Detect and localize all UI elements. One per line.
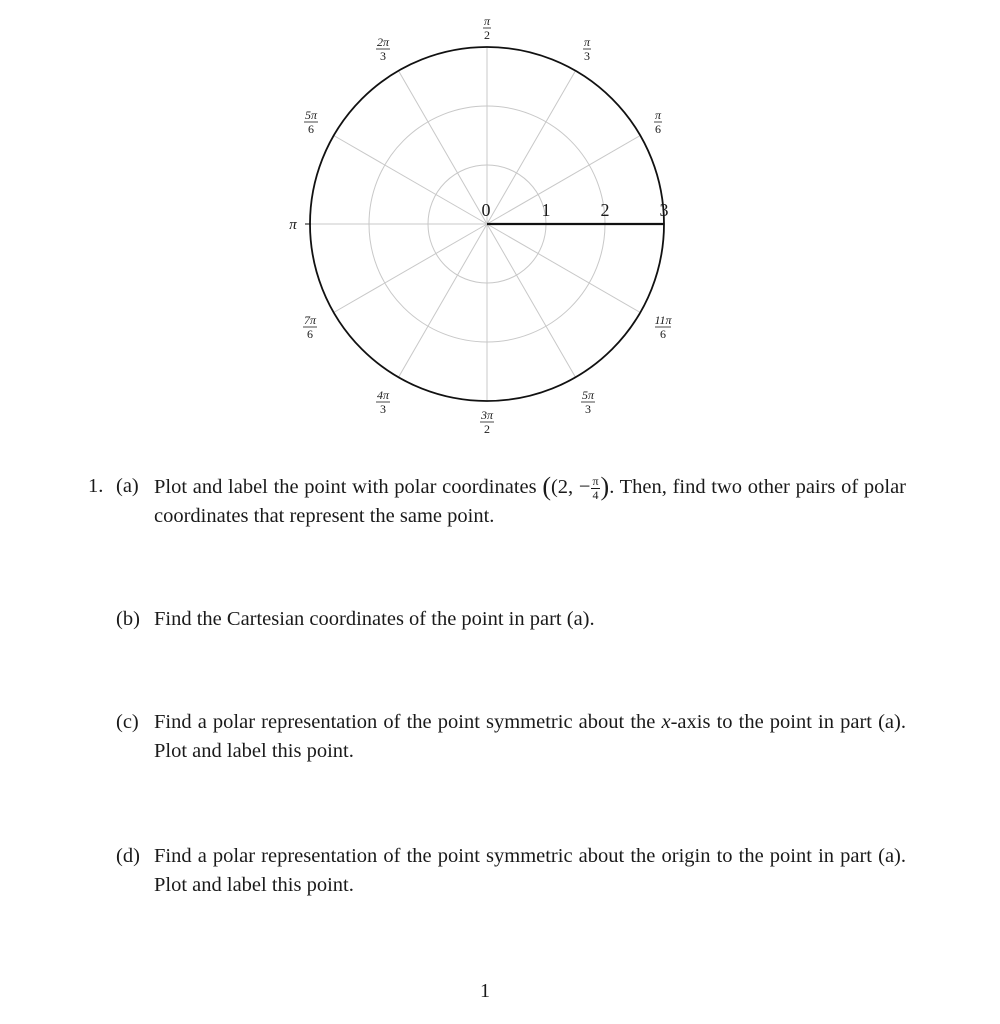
svg-text:3: 3 [380,49,386,63]
coord-open-paren: ( [542,472,551,501]
svg-text:6: 6 [655,122,661,136]
part-a-label: (a) [116,475,139,497]
svg-text:5π: 5π [581,388,595,402]
svg-text:2: 2 [484,28,490,42]
fraction-pi-over-4: $\frac{\pi}{4}$ [592,473,599,502]
svg-text:2: 2 [484,422,490,436]
coord-close-paren: ) [600,472,610,501]
svg-text:π: π [483,14,491,28]
svg-text:5π: 5π [304,108,318,122]
problem-number: 1. [88,475,104,497]
part-a-text: Plot and label the point with polar coordinates ((2, − $\frac{\pi}{4}$ ). Then, find two other pairs of polar coordinates that represent the same point. [154,472,907,527]
radius-label-3: 3 [659,200,669,220]
part-b-label: (b) [116,608,140,630]
part-b-text: Find the Cartesian coordinates of the point in part (a). [154,608,595,630]
svg-text:3: 3 [380,402,386,416]
svg-text:11π: 11π [654,313,672,327]
svg-text:6: 6 [660,327,666,341]
svg-text:π: π [289,217,297,233]
svg-text:2π: 2π [376,35,390,49]
svg-text:π: π [583,35,591,49]
part-d-label: (d) [116,845,140,867]
page-number: 1 [480,980,490,1002]
coord-prefix: (2, − [550,476,591,498]
radius-label-1: 1 [541,200,551,220]
svg-text:6: 6 [308,122,314,136]
svg-text:3: 3 [584,49,590,63]
svg-text:4π: 4π [376,388,390,402]
svg-text:π: π [654,108,662,122]
svg-text:3: 3 [585,402,591,416]
svg-text:3π: 3π [480,408,494,422]
radius-label-0: 0 [481,200,491,220]
part-c-label: (c) [116,711,139,733]
part-d-text: Find a polar representation of the point symmetric about the origin to the point in part (a). Plot and label this point. [154,845,906,896]
svg-text:6: 6 [307,327,313,341]
radius-label-2: 2 [600,200,610,220]
part-c-text: Find a polar representation of the point symmetric about the x-axis to the point in part (a). Plot and label this point. [154,711,906,762]
svg-text:7π: 7π [303,313,317,327]
